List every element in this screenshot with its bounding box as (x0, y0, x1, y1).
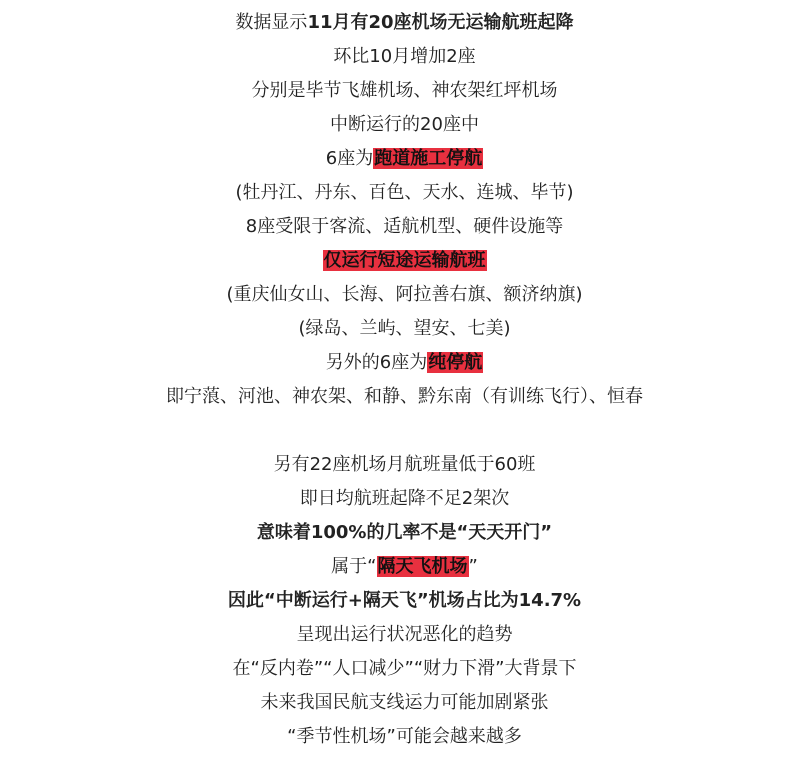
text-line-10 (0, 312, 809, 346)
text-line-2 (0, 40, 809, 74)
text: 数据显示 (235, 12, 308, 33)
bold-text: 因此“中断运行+隔天飞”机场占比为14.7% (227, 590, 582, 611)
text-line-20 (0, 686, 809, 720)
text-line-19 (0, 652, 809, 686)
text-line-21 (0, 720, 809, 754)
text: 即宁蒗、河池、神农架、和静、黔东南（有训练飞行）、恒春 (166, 386, 643, 407)
text-line-14 (0, 482, 809, 516)
text-line-6 (0, 176, 809, 210)
text: 8座受限于客流、适航机型、硬件设施等 (245, 216, 564, 237)
text: 未来我国民航支线运力可能加剧紧张 (260, 692, 549, 713)
text: “季节性机场”可能会越来越多 (287, 726, 522, 747)
text: 另外的6座为 (325, 352, 428, 373)
text: (重庆仙女山、长海、阿拉善右旗、额济纳旗) (226, 284, 583, 305)
text: 另有22座机场月航班量低于60班 (273, 454, 536, 475)
text-line-15 (0, 516, 809, 550)
text: 在“反内卷”“人口减少”“财力下滑”大背景下 (232, 658, 577, 679)
text: ” (468, 556, 478, 577)
text-line-4 (0, 108, 809, 142)
text-line-5 (0, 142, 809, 176)
text-line-17 (0, 584, 809, 618)
text: (牡丹江、丹东、百色、天水、连城、毕节) (235, 182, 574, 203)
text: 属于“ (331, 556, 377, 577)
text-line-1 (0, 6, 809, 40)
text-line-8 (0, 244, 809, 278)
bold-text: 意味着100%的几率不是“天天开门” (256, 522, 553, 543)
text: (绿岛、兰屿、望安、七美) (298, 318, 511, 339)
highlight-text: 纯停航 (428, 352, 483, 373)
text-line-3 (0, 74, 809, 108)
text-line-11 (0, 346, 809, 380)
text-line-16 (0, 550, 809, 584)
text: 分别是毕节飞雄机场、神农架红坪机场 (251, 80, 558, 101)
text-line-7 (0, 210, 809, 244)
text-line-13 (0, 448, 809, 482)
highlight-text: 跑道施工停航 (374, 148, 483, 169)
highlight-text: 隔天飞机场 (377, 556, 468, 577)
text: 中断运行的20座中 (330, 114, 479, 135)
text-line-18 (0, 618, 809, 652)
highlight-text: 仅运行短途运输航班 (323, 250, 486, 271)
text-line-9 (0, 278, 809, 312)
paragraph-gap (0, 414, 809, 448)
text: 6座为 (325, 148, 374, 169)
text: 即日均航班起降不足2架次 (299, 488, 510, 509)
text: 环比10月增加2座 (333, 46, 476, 67)
text: 呈现出运行状况恶化的趋势 (296, 624, 513, 645)
text-line-12 (0, 380, 809, 414)
bold-text: 11月有20座机场无运输航班起降 (307, 12, 574, 33)
